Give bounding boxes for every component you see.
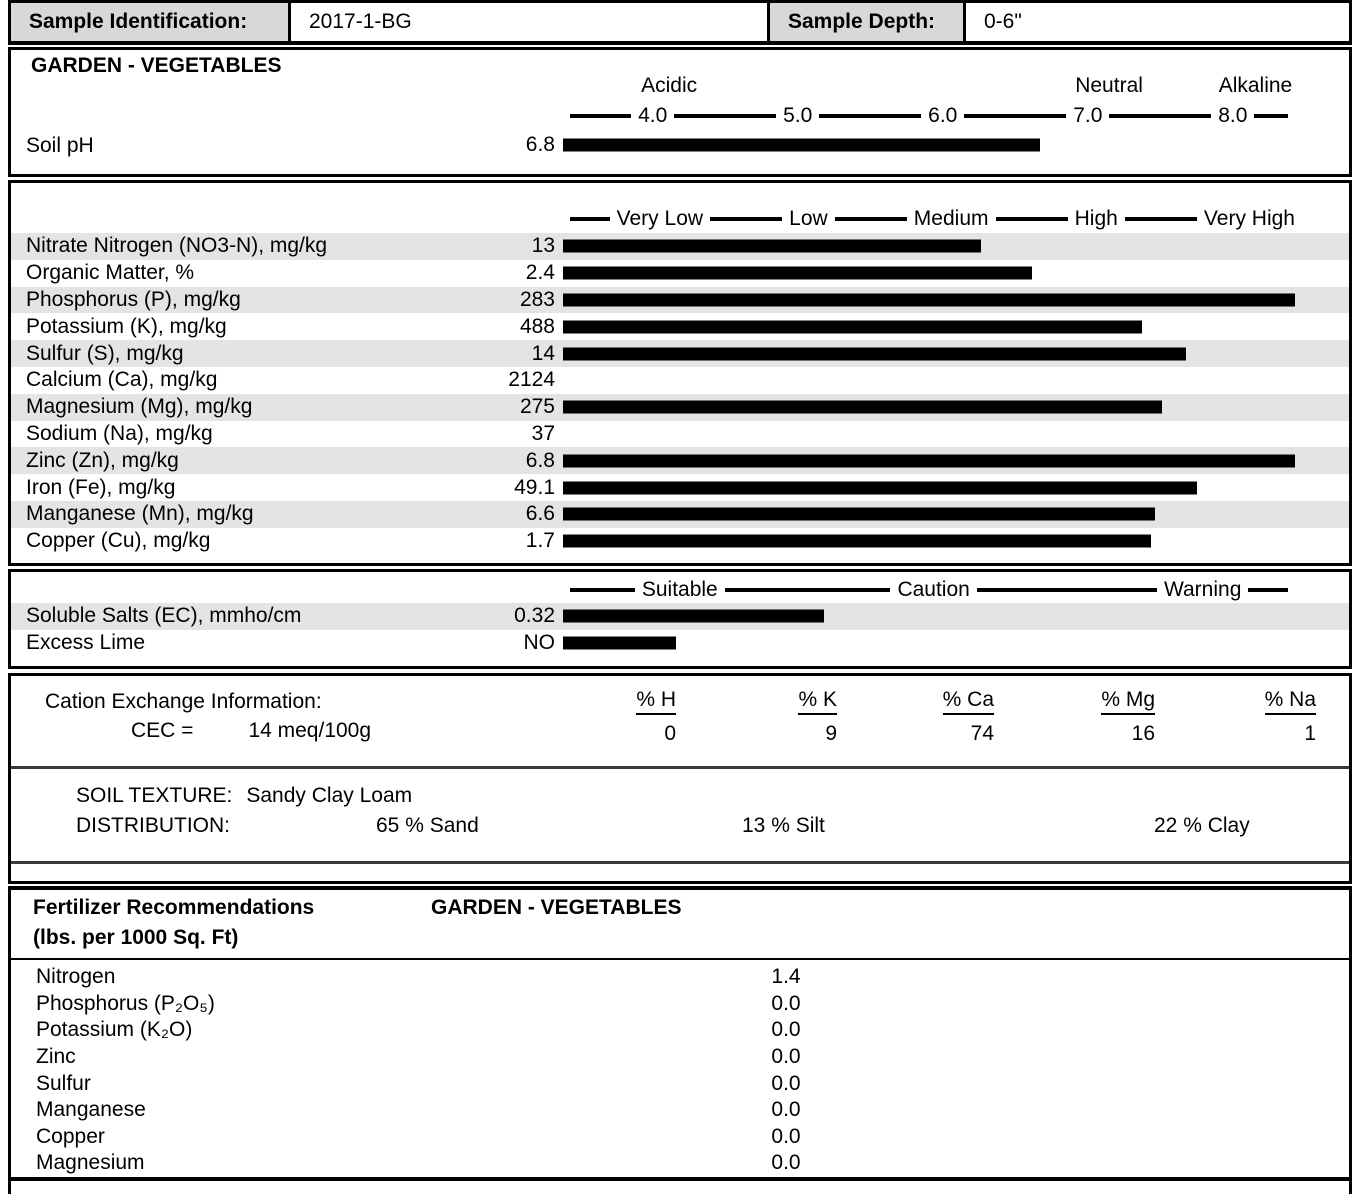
nutrient-label: Iron (Fe), mg/kg (26, 475, 176, 499)
nutrient-row (11, 394, 1349, 421)
nutrient-row (11, 501, 1349, 528)
fertilizer-value: 0.0 (771, 1124, 801, 1148)
nutrient-row (11, 474, 1349, 501)
nutrient-row (11, 233, 1349, 260)
cation-column-header: % K (798, 688, 837, 715)
salts-value: NO (523, 631, 555, 655)
nutrient-row (11, 528, 1349, 555)
salts-scale-dash[interactable] (570, 588, 635, 592)
nutrient-value: 6.6 (525, 502, 555, 526)
cation-column-header: % Na (1265, 688, 1316, 715)
nutrient-bar (563, 481, 1197, 494)
nutrient-value: 1.7 (525, 529, 555, 553)
cation-column-header: % Ca (943, 688, 994, 715)
cation-column-value: 0 (664, 722, 676, 745)
fertilizer-label: Magnesium (36, 1151, 145, 1175)
nutrient-label: Sodium (Na), mg/kg (26, 421, 213, 445)
fertilizer-label: Nitrogen (36, 965, 116, 989)
soil-ph-row (11, 132, 1349, 159)
soil-ph-row (11, 132, 1349, 159)
ph-tick-dash[interactable] (964, 114, 1066, 118)
distribution-row (76, 814, 1250, 838)
fertilizer-row (11, 1097, 1349, 1124)
sample-depth-label: Sample Depth: (770, 3, 966, 41)
fertilizer-label: Zinc (36, 1045, 76, 1069)
ph-region-acidic: Acidic (641, 74, 698, 97)
nutrient-label: Organic Matter, % (26, 261, 195, 285)
sample-header-band (8, 0, 1352, 45)
nutrient-label: Zinc (Zn), mg/kg (26, 448, 179, 472)
cation-column-header: % H (636, 688, 676, 715)
distribution-silt: 13 % Silt (742, 814, 825, 837)
nutrient-scale-dash[interactable] (1125, 217, 1197, 221)
fertilizer-subtitle: (lbs. per 1000 Sq. Ft) (33, 926, 239, 949)
soil-ph-bar (563, 139, 1040, 152)
fertilizer-value: 1.4 (771, 965, 801, 989)
ph-region-alkaline: Alkaline (1218, 74, 1293, 97)
fertilizer-value: 0.0 (771, 1045, 801, 1069)
cation-column-value: 9 (825, 722, 837, 745)
ph-ruler (563, 102, 1295, 129)
nutrient-row (11, 447, 1349, 474)
fertilizer-label: Potassium (K₂O) (36, 1018, 193, 1042)
nutrient-value: 37 (531, 421, 555, 445)
nutrient-row (11, 421, 1349, 448)
nutrient-value: 2.4 (525, 261, 555, 285)
nutrient-bar (563, 293, 1295, 306)
nutrient-label: Potassium (K), mg/kg (26, 314, 227, 338)
soil-ph-value: 6.8 (525, 133, 555, 157)
soluble-salts-section (8, 569, 1352, 669)
fertilizer-header-divider (11, 958, 1349, 960)
nutrient-rating-scale (563, 205, 1295, 232)
nutrient-value: 6.8 (525, 448, 555, 472)
sample-depth-value: 0-6" (966, 3, 1349, 41)
fertilizer-value: 0.0 (771, 991, 801, 1015)
salts-bar (563, 637, 676, 650)
fertilizer-title: Fertilizer Recommendations (33, 896, 315, 919)
fertilizer-row (11, 1150, 1349, 1177)
nutrient-bar (563, 508, 1155, 521)
nutrient-scale-dash[interactable] (710, 217, 782, 221)
fertilizer-bottom-divider (11, 1177, 1349, 1181)
soil-texture-row (76, 784, 412, 808)
fertilizer-row (11, 964, 1349, 991)
nutrient-scale-dash[interactable] (835, 217, 907, 221)
fertilizer-value: 0.0 (771, 1071, 801, 1095)
nutrient-scale-label[interactable]: Low (789, 206, 828, 230)
nutrient-scale-dash[interactable] (996, 217, 1068, 221)
ph-tick-dash[interactable] (570, 114, 631, 118)
nutrient-label: Phosphorus (P), mg/kg (26, 287, 241, 311)
cation-exchange-title: Cation Exchange Information: (45, 690, 322, 713)
cation-column (516, 688, 676, 746)
fertilizer-row (11, 991, 1349, 1018)
nutrient-row (11, 367, 1349, 394)
salts-rows (11, 603, 1349, 657)
sample-id-value: 2017-1-BG (291, 3, 770, 41)
nutrient-row (11, 313, 1349, 340)
nutrient-bar (563, 240, 981, 253)
nutrient-scale-label[interactable]: Very Low (616, 206, 704, 230)
nutrient-label: Calcium (Ca), mg/kg (26, 368, 218, 392)
nutrient-label: Magnesium (Mg), mg/kg (26, 395, 253, 419)
texture-bottom-divider (11, 861, 1349, 864)
fertilizer-row (11, 1017, 1349, 1044)
soil-texture-value: Sandy Clay Loam (246, 784, 413, 807)
fertilizer-recommendations-section (8, 886, 1352, 1194)
nutrient-label: Manganese (Mn), mg/kg (26, 502, 254, 526)
ph-tick-label[interactable]: 6.0 (928, 103, 958, 127)
fertilizer-rows (11, 964, 1349, 1177)
fertilizer-crop-title: GARDEN - VEGETABLES (431, 896, 682, 919)
nutrient-bar (563, 347, 1186, 360)
nutrient-bar (563, 454, 1295, 467)
nutrient-scale-label[interactable]: High (1074, 206, 1118, 230)
cation-column-value: 1 (1304, 722, 1316, 745)
fertilizer-label: Phosphorus (P₂O₅) (36, 991, 215, 1015)
distribution-clay: 22 % Clay (1154, 814, 1250, 837)
nutrient-scale-label[interactable]: Medium (913, 206, 989, 230)
salts-row (11, 603, 1349, 630)
cation-column (834, 688, 994, 746)
fertilizer-label: Sulfur (36, 1071, 91, 1095)
cation-column-header: % Mg (1101, 688, 1155, 715)
ph-tick-dash[interactable] (1109, 114, 1211, 118)
nutrient-value: 49.1 (514, 475, 555, 499)
fertilizer-label: Manganese (36, 1098, 146, 1122)
salts-scale-dash[interactable] (977, 588, 1157, 592)
fertilizer-row (11, 1124, 1349, 1151)
cation-column-value: 16 (1131, 722, 1155, 745)
nutrient-value: 275 (519, 395, 555, 419)
nutrient-label: Nitrate Nitrogen (NO3-N), mg/kg (26, 234, 328, 258)
nutrient-value: 488 (519, 314, 555, 338)
ph-tick-dash[interactable] (1254, 114, 1288, 118)
report-crop-title: GARDEN - VEGETABLES (31, 54, 282, 77)
cec-label: CEC = (131, 719, 194, 742)
fertilizer-value: 0.0 (771, 1151, 801, 1175)
nutrient-row (11, 340, 1349, 367)
nutrient-value: 283 (519, 287, 555, 311)
cation-column-value: 74 (970, 722, 994, 745)
salts-scale-label[interactable]: Warning (1163, 577, 1242, 601)
nutrient-row (11, 260, 1349, 287)
ph-tick-dash[interactable] (819, 114, 921, 118)
soil-ph-label: Soil pH (26, 134, 94, 157)
salts-scale-label[interactable]: Caution (897, 577, 970, 601)
cec-line (131, 719, 371, 743)
nutrient-value: 13 (531, 234, 555, 258)
fertilizer-row (11, 1070, 1349, 1097)
nutrient-scale-label[interactable]: Very High (1203, 206, 1295, 230)
salts-value: 0.32 (514, 604, 555, 628)
ph-tick-label[interactable]: 5.0 (783, 103, 813, 127)
ph-tick-label[interactable]: 4.0 (638, 103, 668, 127)
ph-tick-label[interactable]: 8.0 (1218, 103, 1248, 127)
nutrient-bar (563, 267, 1032, 280)
salts-label: Soluble Salts (EC), mmho/cm (26, 604, 302, 628)
nutrient-bar (563, 535, 1151, 548)
nutrient-label: Sulfur (S), mg/kg (26, 341, 184, 365)
nutrient-scale-dash[interactable] (570, 217, 610, 221)
soil-texture-label: SOIL TEXTURE: (76, 784, 233, 807)
ph-region-labels (563, 74, 1295, 100)
distribution-sand: 65 % Sand (376, 814, 479, 837)
nutrient-levels-section (8, 180, 1352, 566)
salts-bar (563, 610, 824, 623)
nutrient-rows (11, 233, 1349, 555)
nutrient-row (11, 287, 1349, 314)
salts-rating-scale (563, 576, 1295, 603)
cation-texture-divider (11, 766, 1349, 769)
ph-tick-label[interactable]: 7.0 (1073, 103, 1103, 127)
fertilizer-value: 0.0 (771, 1098, 801, 1122)
fertilizer-label: Copper (36, 1124, 105, 1148)
distribution-label: DISTRIBUTION: (76, 814, 231, 837)
salts-row (11, 630, 1349, 657)
nutrient-bar (563, 320, 1142, 333)
salts-label: Excess Lime (26, 631, 146, 655)
nutrient-value: 14 (531, 341, 555, 365)
ph-region-neutral: Neutral (1075, 74, 1143, 97)
cation-column (677, 688, 837, 746)
cec-value: 14 meq/100g (248, 719, 372, 742)
soil-ph-section (8, 47, 1352, 177)
cation-column (1156, 688, 1316, 746)
cation-exchange-and-texture-section (8, 673, 1352, 884)
nutrient-value: 2124 (508, 368, 555, 392)
salts-scale-dash[interactable] (725, 588, 891, 592)
ph-tick-dash[interactable] (674, 114, 776, 118)
cation-column (995, 688, 1155, 746)
nutrient-label: Copper (Cu), mg/kg (26, 529, 211, 553)
salts-scale-dash[interactable] (1248, 588, 1288, 592)
sample-id-label: Sample Identification: (11, 3, 291, 41)
fertilizer-value: 0.0 (771, 1018, 801, 1042)
fertilizer-row (11, 1044, 1349, 1071)
nutrient-bar (563, 401, 1162, 414)
salts-scale-label[interactable]: Suitable (641, 577, 718, 601)
